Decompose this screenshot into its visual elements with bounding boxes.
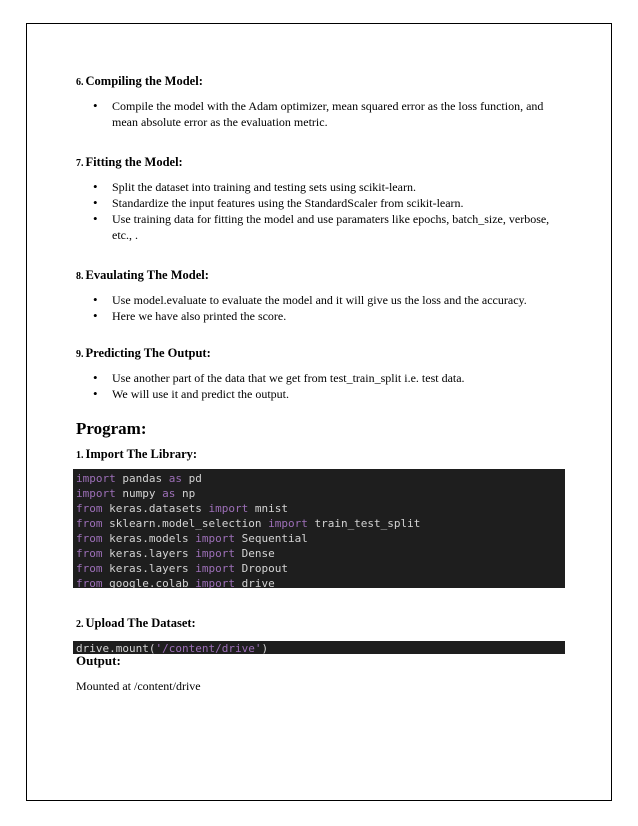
output-text: Mounted at /content/drive bbox=[76, 679, 201, 693]
step-number: 2. bbox=[76, 619, 84, 630]
section-number: 8. bbox=[76, 271, 84, 282]
list-item: • Use training data for fitting the model and use paramaters like epochs, batch_size, verbose, etc., . bbox=[76, 211, 556, 243]
bullet-list bbox=[76, 292, 556, 324]
code-keyword: import bbox=[76, 472, 116, 485]
code-text: keras.layers bbox=[102, 547, 196, 560]
code-text: pd bbox=[181, 472, 202, 485]
list-item: • Split the dataset into training and testing sets using scikit-learn. bbox=[76, 179, 556, 195]
list-item: • Use another part of the data that we get from test_train_split i.e. test data. bbox=[76, 370, 556, 386]
code-keyword: from bbox=[76, 502, 103, 515]
code-text: numpy bbox=[115, 487, 163, 500]
section-title: Fitting the Model: bbox=[85, 155, 183, 169]
step-import-library bbox=[76, 447, 556, 463]
code-text: pandas bbox=[115, 472, 169, 485]
code-keyword: from bbox=[76, 577, 103, 588]
section-fitting bbox=[76, 155, 556, 243]
code-text: ) bbox=[261, 642, 269, 654]
code-text: keras.layers bbox=[102, 562, 196, 575]
code-line bbox=[76, 516, 565, 531]
bullet-list bbox=[76, 98, 556, 130]
section-number: 6. bbox=[76, 77, 84, 88]
section-compiling bbox=[76, 74, 556, 130]
bullet-list bbox=[76, 370, 556, 402]
code-line bbox=[76, 486, 565, 501]
section-heading bbox=[76, 74, 556, 90]
section-heading bbox=[76, 346, 556, 362]
list-item: • Compile the model with the Adam optimizer, mean squared error as the loss function, and mean absolute error as the evaluation metric. bbox=[76, 98, 556, 130]
code-text: google.colab bbox=[102, 577, 196, 588]
code-keyword: from bbox=[76, 532, 103, 545]
section-number: 7. bbox=[76, 158, 84, 169]
section-heading bbox=[76, 155, 556, 171]
code-keyword: import bbox=[195, 577, 235, 588]
section-title: Evaulating The Model: bbox=[85, 268, 209, 282]
list-item: • Use model.evaluate to evaluate the model and it will give us the loss and the accuracy. bbox=[76, 292, 556, 308]
code-keyword: import bbox=[208, 502, 249, 515]
code-text: Sequential bbox=[234, 532, 308, 545]
section-evaluating bbox=[76, 268, 556, 324]
code-text: train_test_split bbox=[307, 517, 421, 530]
code-text: sklearn.model_selection bbox=[102, 517, 269, 530]
code-keyword: as bbox=[162, 487, 176, 500]
code-keyword: from bbox=[76, 547, 103, 560]
code-keyword: import bbox=[268, 517, 308, 530]
step-upload-dataset bbox=[76, 616, 556, 632]
code-block-mount bbox=[73, 641, 565, 654]
code-text: drive bbox=[234, 577, 275, 588]
step-heading bbox=[76, 616, 556, 632]
code-keyword: import bbox=[76, 487, 116, 500]
step-title: Upload The Dataset: bbox=[85, 616, 196, 630]
code-line bbox=[76, 561, 565, 576]
code-keyword: import bbox=[195, 547, 235, 560]
code-keyword: '/content/drive' bbox=[155, 642, 262, 654]
section-predicting bbox=[76, 346, 556, 402]
list-item: • Standardize the input features using the StandardScaler from scikit-learn. bbox=[76, 195, 556, 211]
code-block-imports bbox=[73, 469, 565, 588]
list-item: • We will use it and predict the output. bbox=[76, 386, 556, 402]
code-line bbox=[76, 546, 565, 561]
section-heading bbox=[76, 268, 556, 284]
list-item: • Here we have also printed the score. bbox=[76, 308, 556, 324]
code-line bbox=[76, 501, 565, 516]
code-text: keras.datasets bbox=[102, 502, 209, 515]
code-keyword: as bbox=[168, 472, 182, 485]
code-text: drive.mount( bbox=[76, 642, 156, 654]
code-line bbox=[76, 576, 565, 588]
step-heading bbox=[76, 447, 556, 463]
code-line bbox=[76, 641, 565, 654]
code-text: keras.models bbox=[102, 532, 196, 545]
code-text: np bbox=[175, 487, 196, 500]
section-title: Predicting The Output: bbox=[85, 346, 211, 360]
output-label: Output: bbox=[76, 653, 121, 668]
code-line bbox=[76, 531, 565, 546]
code-line bbox=[76, 471, 565, 486]
code-keyword: from bbox=[76, 517, 103, 530]
code-keyword: from bbox=[76, 562, 103, 575]
section-number: 9. bbox=[76, 349, 84, 360]
code-text: Dropout bbox=[234, 562, 288, 575]
code-keyword: import bbox=[195, 532, 235, 545]
code-text: Dense bbox=[234, 547, 275, 560]
program-title: Program: bbox=[76, 419, 147, 438]
bullet-list bbox=[76, 179, 556, 243]
code-text: mnist bbox=[248, 502, 288, 515]
section-title: Compiling the Model: bbox=[85, 74, 203, 88]
step-title: Import The Library: bbox=[85, 447, 198, 461]
code-keyword: import bbox=[195, 562, 235, 575]
step-number: 1. bbox=[76, 450, 84, 461]
